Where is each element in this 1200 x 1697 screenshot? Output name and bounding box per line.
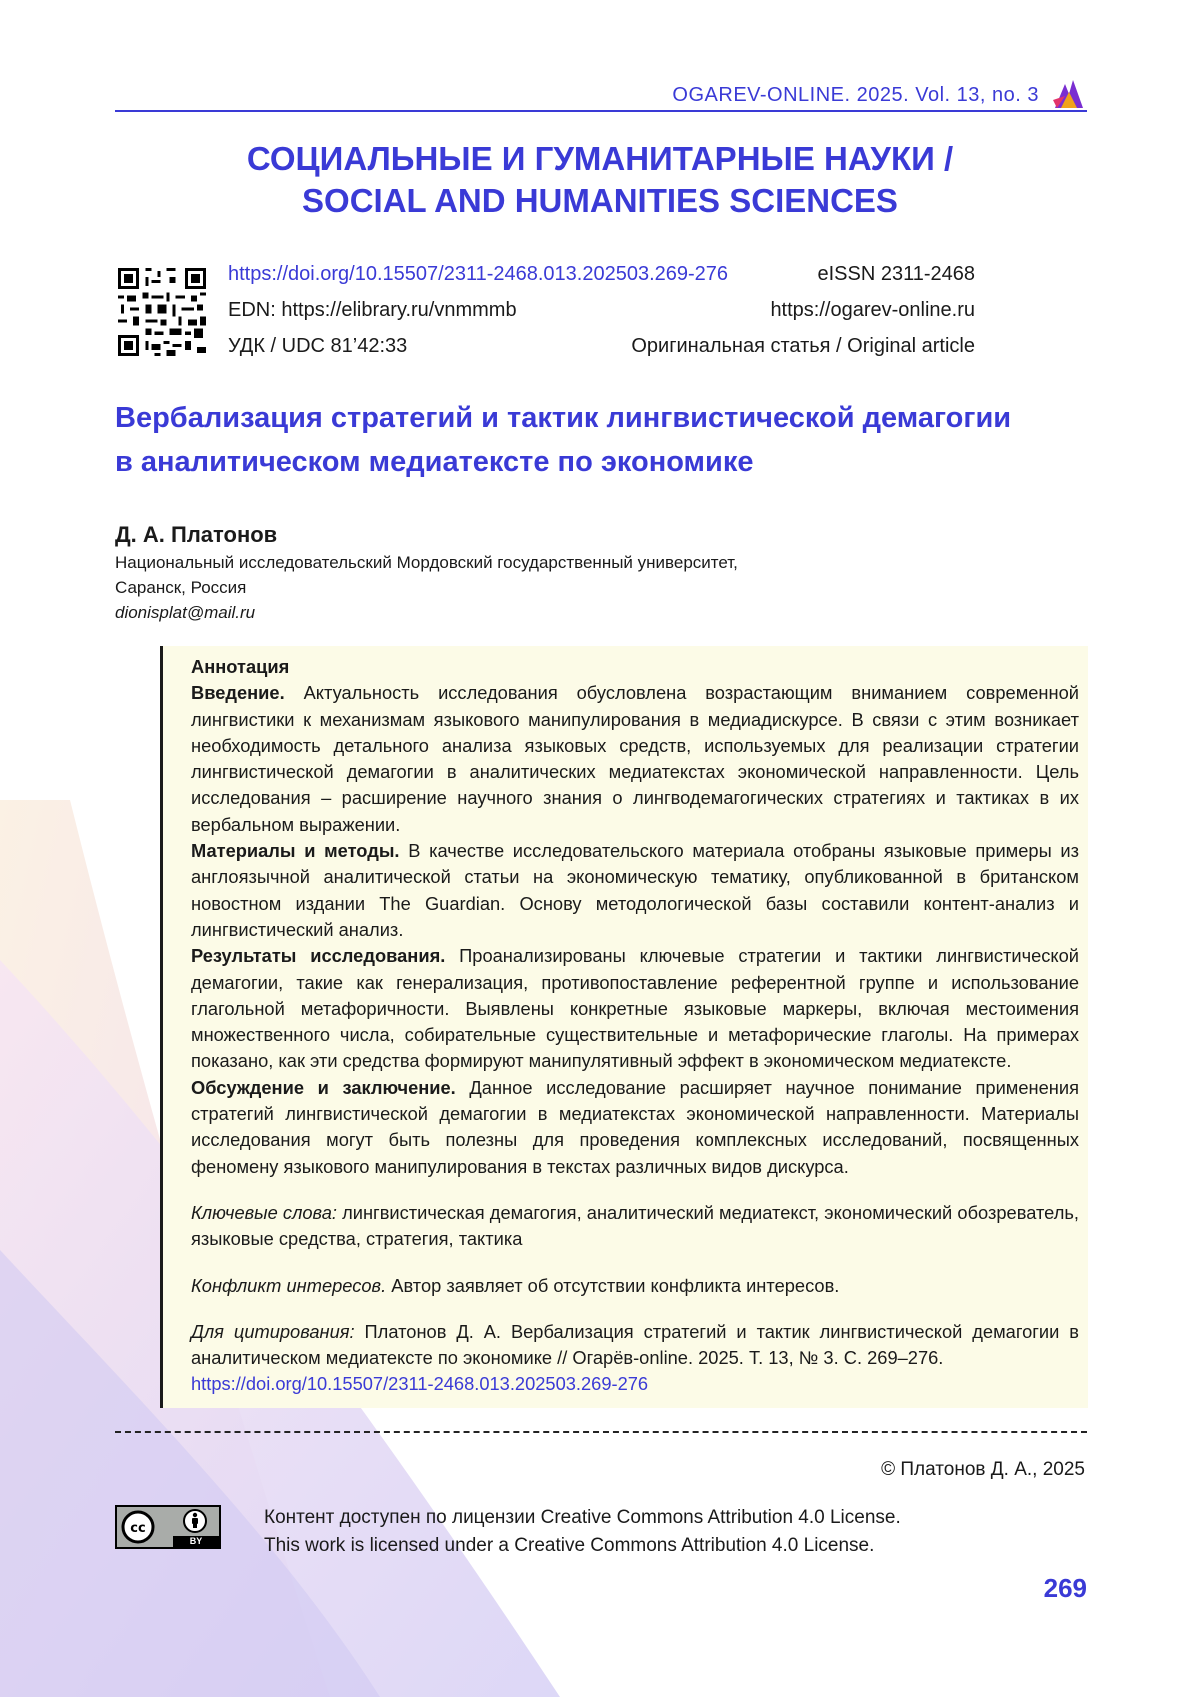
copyright: © Платонов Д. А., 2025 <box>881 1459 1085 1481</box>
spacer <box>191 1253 1079 1273</box>
journal-site-link[interactable]: https://ogarev-online.ru <box>770 298 975 322</box>
keywords-label: Ключевые слова: <box>191 1202 337 1223</box>
meta-row-doi <box>228 262 975 286</box>
citation-label: Для цитирования: <box>191 1321 355 1342</box>
page <box>0 0 1200 1697</box>
methods-text: В качестве исследовательского материала отобраны языковые примеры из англоязычной аналитической статьи на экономическую тематику, опубликованной в британском новостном издании The Guardian. Основу методологической базы составили контент-анализ и лингвистический анализ. <box>191 840 1079 940</box>
edn-link[interactable]: EDN: https://elibrary.ru/vnmmmb <box>228 299 517 321</box>
license-text <box>264 1504 901 1560</box>
discussion-text: Данное исследование расширяет научное понимание применения стратегий лингвистической демагогии в медиатекстах экономической направленности. Материалы исследования могут быть полезны для проведения комплексных исследований, посвященных феномену языкового манипулирования в текстах различных видов дискурса. <box>191 1077 1079 1177</box>
abstract-content <box>191 654 1079 1398</box>
dashed-divider <box>115 1431 1087 1433</box>
intro-text: Актуальность исследования обусловлена возрастающим вниманием современной лингвистики к механизмам языкового манипулирования в медиадискурсе. В связи с этим возникает необходимость детального анализа языковых средств, используемых для реализации стратегии лингвистической демагогии в аналитических медиатекстах экономической направленности. Цель исследования – расширение научного знания о лингводемагогических стратегиях и тактиках в их вербальном выражении. <box>191 682 1079 834</box>
svg-text:cc: cc <box>130 1521 145 1536</box>
meta-row-edn <box>228 298 975 322</box>
citation <box>191 1319 1079 1398</box>
citation-doi-link[interactable]: https://doi.org/10.15507/2311-2468.013.202503.269-276 <box>191 1373 648 1394</box>
qr-code-icon <box>118 268 206 356</box>
keywords <box>191 1200 1079 1253</box>
author-email[interactable]: dionisplat@mail.ru <box>115 600 915 625</box>
citation-text: Платонов Д. А. Вербализация стратегий и тактик лингвистической демагогии в аналитическом медиатексте по экономике // Огарёв-online. 2025. Т. 13, № 3. С. 269–276. <box>191 1321 1079 1368</box>
conflict-text: Автор заявляет об отсутствии конфликта интересов. <box>386 1275 839 1296</box>
cc-icon <box>121 1510 155 1544</box>
section-title <box>100 138 1100 222</box>
article-title <box>115 396 1075 484</box>
journal-header <box>115 80 1087 112</box>
attribution-person-icon <box>183 1509 207 1533</box>
abstract-box <box>160 646 1088 1408</box>
udc: УДК / UDC 81’42:33 <box>228 335 407 357</box>
conflict-label: Конфликт интересов. <box>191 1275 386 1296</box>
spacer <box>191 1180 1079 1200</box>
cc-by-license-badge[interactable] <box>115 1505 221 1549</box>
section-title-ru: СОЦИАЛЬНЫЕ И ГУМАНИТАРНЫЕ НАУКИ / <box>100 138 1100 180</box>
journal-logo-icon <box>1051 78 1087 110</box>
intro-label: Введение. <box>191 682 285 703</box>
abstract-discussion <box>191 1075 1079 1180</box>
results-text: Проанализированы ключевые стратегии и тактики лингвистической демагогии, такие как генерализация, противопоставление референтной группе и использование глагольной метафоричности. Выявлены конкретные языковые маркеры, включая местоимения множественного числа, собирательные существительные и метафорические глаголы. На примерах показано, как эти средства формируют манипулятивный эффект в экономическом медиатексте. <box>191 945 1079 1071</box>
article-type: Оригинальная статья / Original article <box>631 334 975 358</box>
author-name: Д. А. Платонов <box>115 522 277 548</box>
eissn: eISSN 2311-2468 <box>817 262 975 286</box>
license-ru: Контент доступен по лицензии Creative Commons Attribution 4.0 License. <box>264 1504 901 1532</box>
article-title-line2: в аналитическом медиатексте по экономике <box>115 440 1075 484</box>
results-label: Результаты исследования. <box>191 945 445 966</box>
affiliation-line1: Национальный исследовательский Мордовский государственный университет, <box>115 550 915 575</box>
abstract-heading: Аннотация <box>191 654 1079 680</box>
abstract-methods <box>191 838 1079 943</box>
abstract-results <box>191 943 1079 1074</box>
abstract-intro <box>191 680 1079 838</box>
license-en: This work is licensed under a Creative Commons Attribution 4.0 License. <box>264 1532 901 1560</box>
author-affiliation <box>115 550 915 625</box>
meta-row-udc <box>228 334 975 358</box>
affiliation-line2: Саранск, Россия <box>115 575 915 600</box>
keywords-text: лингвистическая демагогия, аналитический медиатекст, экономический обозреватель, языковые средства, стратегия, тактика <box>191 1202 1079 1249</box>
journal-name: OGAREV-ONLINE. 2025. Vol. 13, no. 3 <box>672 84 1039 107</box>
methods-label: Материалы и методы. <box>191 840 400 861</box>
article-title-line1: Вербализация стратегий и тактик лингвистической демагогии <box>115 396 1075 440</box>
discussion-label: Обсуждение и заключение. <box>191 1077 456 1098</box>
section-title-en: SOCIAL AND HUMANITIES SCIENCES <box>100 180 1100 222</box>
spacer <box>191 1299 1079 1319</box>
conflict-of-interest <box>191 1273 1079 1299</box>
doi-link[interactable]: https://doi.org/10.15507/2311-2468.013.202503.269-276 <box>228 263 728 285</box>
page-number: 269 <box>1044 1573 1087 1604</box>
by-label: BY <box>173 1536 219 1547</box>
